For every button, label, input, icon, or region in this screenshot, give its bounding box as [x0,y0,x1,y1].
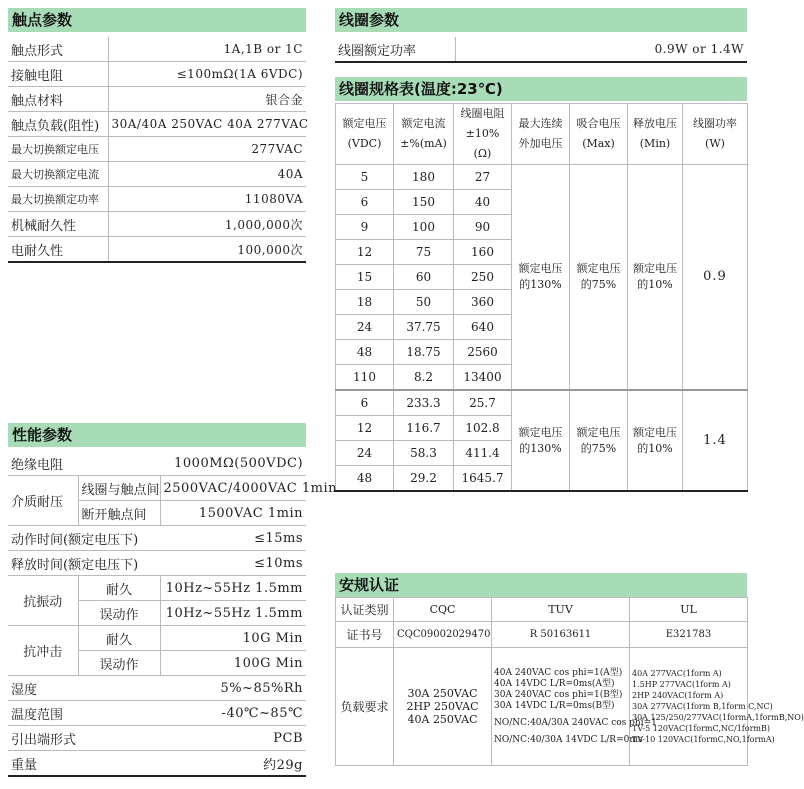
perf-row-vibration-a [8,576,306,601]
coil-current-cell: 180 [394,165,454,190]
contact-row [8,212,306,237]
dielectric-b-value: 1500VAC 1min [160,501,306,526]
operate-value: ≤15ms [160,526,306,551]
coil-current-cell: 233.3 [394,390,454,416]
coilspec-row [336,165,748,190]
coilspec-column-header: 额定电流±%(mA) [394,104,454,165]
coilspec-row [336,390,748,416]
ul-load-line: 30A 277VAC(1form B,1form C,NC) [632,702,773,711]
cqc-load-line: 40A 250VAC [407,713,478,726]
cert-load-cqc [394,648,492,766]
tuv-load-line: NO/NC:40A/30A 240VAC cos phi=1 [494,717,657,728]
tuv-load-line: NO/NC:40/30A 14VDC L/R=0ms [494,734,643,745]
cert-type-label: 认证类别 [336,598,394,622]
temp-label: 温度范围 [8,701,160,726]
coil-resistance-cell: 1645.7 [454,466,512,492]
tuv-load-line: 30A 14VDC L/R=0ms(B型) [494,700,615,711]
ul-load-line: 30A 125/250/277VAC(1formA,1formB,NO) [632,713,804,722]
cert-load-label: 负载要求 [336,648,394,766]
coil-voltage-cell: 5 [336,165,394,190]
coilspec-table [335,103,748,492]
contact-param-label: 最大切换额定功率 [8,187,108,212]
cert-no-cqc: CQC09002029470 [394,622,492,648]
tuv-load-line: 30A 240VAC cos phi=1(B型) [494,689,623,700]
cert-no-label: 证书号 [336,622,394,648]
release-label: 释放时间(额定电压下) [8,551,160,576]
coilspec-column-header: 额定电压(VDC) [336,104,394,165]
coilspec-column-header: 释放电压(Min) [628,104,683,165]
coil-resistance-cell: 102.8 [454,416,512,441]
perf-table [8,451,338,777]
ul-load-line: TV-5 120VAC(1formC,NC/1formB) [632,724,770,733]
coil-resistance-cell: 160 [454,240,512,265]
contact-row [8,162,306,187]
contact-param-label: 触点材料 [8,87,108,112]
contact-param-label: 接触电阻 [8,62,108,87]
perf-row-humidity [8,676,306,701]
perf-row-shock-a [8,626,306,651]
contact-param-value: 30A/40A 250VAC 40A 277VAC [108,112,306,137]
ul-load-line: 1.5HP 277VAC(1form A) [632,680,731,689]
pull-in-voltage-cell: 额定电压的75% [570,165,628,391]
contact-param-label: 触点形式 [8,37,108,62]
perf-row-terminal [8,726,306,751]
perf-row-operate [8,526,306,551]
perf-row-release [8,551,306,576]
coil-voltage-cell: 48 [336,466,394,492]
release-voltage-cell: 额定电压的10% [628,390,683,491]
coil-power-value: 0.9W or 1.4W [455,37,747,62]
coil-voltage-cell: 110 [336,365,394,391]
contact-param-label: 最大切换额定电压 [8,137,108,162]
vibration-a-label: 耐久 [78,576,160,601]
ul-load-line: 40A 277VAC(1form A) [632,669,722,678]
ul-load-line: 2HP 240VAC(1form A) [632,691,724,700]
coil-voltage-cell: 24 [336,441,394,466]
shock-a-value: 10G Min [160,626,306,651]
coil-resistance-cell: 640 [454,315,512,340]
coil-resistance-cell: 360 [454,290,512,315]
coil-current-cell: 100 [394,215,454,240]
contact-row [8,237,306,263]
coil-voltage-cell: 48 [336,340,394,365]
coilspec-column-header: 最大连续外加电压 [512,104,570,165]
perf-section-header: 性能参数 [8,423,306,447]
coil-section-header: 线圈参数 [335,8,747,32]
coil-power-table [335,37,747,63]
insulation-label: 绝缘电阻 [8,451,160,476]
shock-b-value: 100G Min [160,651,306,676]
vibration-a-value: 10Hz~55Hz 1.5mm [160,576,306,601]
cqc-load-line: 30A 250VAC [407,687,478,700]
coil-voltage-cell: 18 [336,290,394,315]
coil-power-row [335,37,747,62]
ul-load-line: TV-10 120VAC(1formC,NO,1formA) [632,735,775,744]
shock-label: 抗冲击 [8,626,78,676]
perf-row-insulation [8,451,306,476]
contact-table [8,37,309,263]
coil-current-cell: 8.2 [394,365,454,391]
cert-table [335,597,804,766]
insulation-value: 1000MΩ(500VDC) [160,451,306,476]
cqc-load-line: 2HP 250VAC [406,700,479,713]
release-voltage-cell: 额定电压的10% [628,165,683,391]
coil-current-cell: 150 [394,190,454,215]
shock-b-label: 误动作 [78,651,160,676]
pull-in-voltage-cell: 额定电压的75% [570,390,628,491]
cert-type-row [336,598,748,622]
cert-col-cqc: CQC [394,598,492,622]
coil-resistance-cell: 13400 [454,365,512,391]
coil-voltage-cell: 12 [336,240,394,265]
contact-row [8,187,306,212]
coilspec-column-header: 线圈功率(W) [683,104,748,165]
dielectric-label: 介质耐压 [8,476,78,526]
coil-current-cell: 75 [394,240,454,265]
contact-param-value: 40A [108,162,306,187]
shock-a-label: 耐久 [78,626,160,651]
cert-no-row [336,622,748,648]
coil-voltage-cell: 6 [336,390,394,416]
coil-resistance-cell: 40 [454,190,512,215]
cert-no-ul: E321783 [630,622,748,648]
contact-row [8,137,306,162]
contact-param-label: 电耐久性 [8,237,108,263]
coil-voltage-cell: 6 [336,190,394,215]
dielectric-a-value: 2500VAC/4000VAC 1min [160,476,306,501]
contact-param-value: ≤100mΩ(1A 6VDC) [108,62,306,87]
coil-current-cell: 50 [394,290,454,315]
vibration-label: 抗振动 [8,576,78,626]
contact-param-value: 11080VA [108,187,306,212]
vibration-b-value: 10Hz~55Hz 1.5mm [160,601,306,626]
temp-value: -40℃~85℃ [160,701,306,726]
coil-voltage-cell: 12 [336,416,394,441]
coilspec-header-row [336,104,748,165]
contact-row [8,87,306,112]
release-value: ≤10ms [160,551,306,576]
tuv-load-line: 40A 14VDC L/R=0ms(A型) [494,678,615,689]
coil-current-cell: 116.7 [394,416,454,441]
contact-section-header: 触点参数 [8,8,306,32]
coilspec-section-header: 线圈规格表(温度:23℃) [335,77,747,101]
cert-col-tuv: TUV [492,598,630,622]
contact-row [8,37,306,62]
contact-row [8,62,306,87]
operate-label: 动作时间(额定电压下) [8,526,160,551]
terminal-label: 引出端形式 [8,726,160,751]
weight-value: 约29g [160,751,306,777]
contact-param-label: 触点负载(阻性) [8,112,108,137]
coil-current-cell: 18.75 [394,340,454,365]
coil-voltage-cell: 15 [336,265,394,290]
coil-resistance-cell: 250 [454,265,512,290]
perf-row-dielectric-a [8,476,306,501]
coil-resistance-cell: 25.7 [454,390,512,416]
contact-param-value: 1A,1B or 1C [108,37,306,62]
humidity-value: 5%~85%Rh [160,676,306,701]
coil-current-cell: 58.3 [394,441,454,466]
coil-power-cell: 0.9 [683,165,748,391]
dielectric-a-label: 线圈与触点间 [78,476,160,501]
coil-voltage-cell: 24 [336,315,394,340]
coil-current-cell: 37.75 [394,315,454,340]
coil-current-cell: 60 [394,265,454,290]
contact-param-label: 机械耐久性 [8,212,108,237]
coil-resistance-cell: 411.4 [454,441,512,466]
humidity-label: 湿度 [8,676,160,701]
coil-power-label: 线圈额定功率 [335,37,455,62]
cert-col-ul: UL [630,598,748,622]
max-voltage-cell: 额定电压的130% [512,390,570,491]
coil-resistance-cell: 2560 [454,340,512,365]
vibration-b-label: 误动作 [78,601,160,626]
tuv-load-line: 40A 240VAC cos phi=1(A型) [494,667,623,678]
coilspec-column-header: 吸合电压(Max) [570,104,628,165]
contact-param-label: 最大切换额定电流 [8,162,108,187]
cert-load-ul [630,648,804,766]
coil-power-cell: 1.4 [683,390,748,491]
cert-load-row [336,648,748,766]
coil-resistance-cell: 27 [454,165,512,190]
coil-current-cell: 29.2 [394,466,454,492]
cert-load-tuv [492,648,657,766]
contact-param-value: 277VAC [108,137,306,162]
cert-section-header: 安规认证 [335,573,747,597]
coil-voltage-cell: 9 [336,215,394,240]
coil-resistance-cell: 90 [454,215,512,240]
contact-row [8,112,306,137]
max-voltage-cell: 额定电压的130% [512,165,570,391]
dielectric-b-label: 断开触点间 [78,501,160,526]
cert-no-tuv: R 50163611 [492,622,630,648]
coilspec-column-header: 线圈电阻±10%(Ω) [454,104,512,165]
perf-row-temp [8,701,306,726]
perf-row-weight [8,751,306,777]
contact-param-value: 银合金 [108,87,306,112]
terminal-value: PCB [160,726,306,751]
weight-label: 重量 [8,751,160,777]
contact-param-value: 1,000,000次 [108,212,306,237]
contact-param-value: 100,000次 [108,237,306,263]
